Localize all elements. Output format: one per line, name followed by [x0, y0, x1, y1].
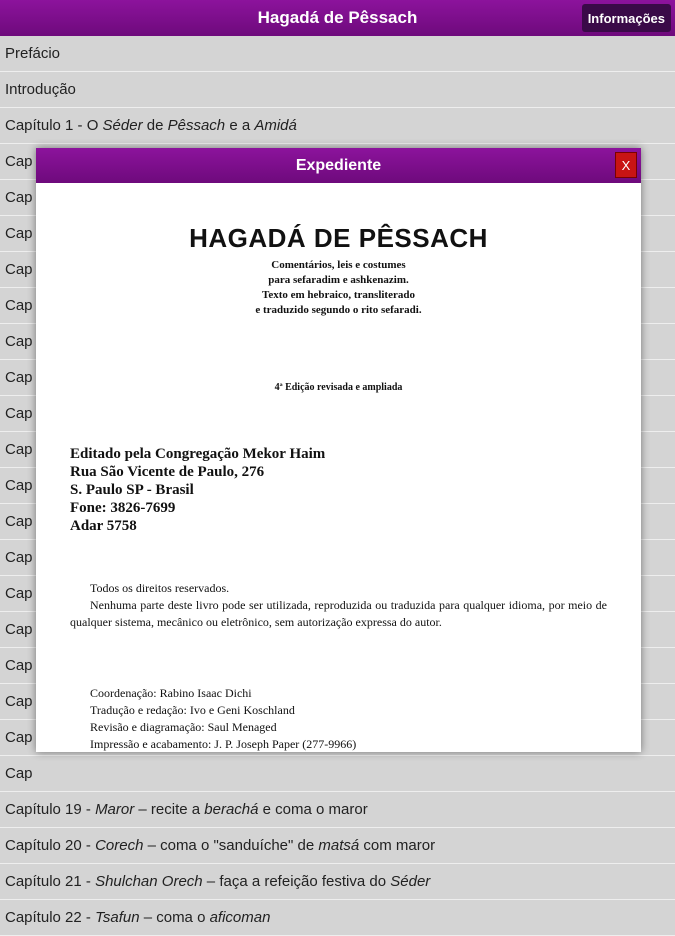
chapter-label-part: e coma o maror [258, 801, 368, 818]
chapter-label-part: Capítulo 21 - [5, 873, 96, 890]
publisher-line: S. Paulo SP - Brasil [70, 482, 194, 498]
chapter-label-part: Cap [5, 153, 33, 170]
chapter-label-part: Cap [5, 225, 33, 242]
chapter-label-part: Cap [5, 549, 33, 566]
chapter-label-part: Séder [390, 873, 431, 890]
rights-line: Todos os direitos reservados. [90, 581, 230, 595]
chapter-label-part: – coma o [139, 909, 210, 926]
chapter-label-part: Cap [5, 693, 33, 710]
chapter-label-part: Cap [5, 441, 33, 458]
credits-block [90, 685, 356, 753]
document-image [36, 183, 641, 752]
chapter-label-part: Cap [5, 621, 33, 638]
chapter-label-part: e a [225, 117, 255, 134]
close-button[interactable]: X [615, 152, 637, 178]
publisher-line: Editado pela Congregação Mekor Haim [70, 446, 326, 462]
chapter-label-part: Cap [5, 405, 33, 422]
chapter-label-part: – recite a [134, 801, 205, 818]
chapter-label-part: Cap [5, 657, 33, 674]
publisher-line: Adar 5758 [70, 518, 137, 534]
credit-line: Impressão e acabamento: J. P. Joseph Paper (277-9966) [90, 737, 357, 751]
chapter-label-part: Cap [5, 585, 33, 602]
chapter-label-part: Capítulo 22 - [5, 909, 96, 926]
chapter-label-part: de [142, 117, 168, 134]
chapter-label-part: Cap [5, 477, 33, 494]
subtitle-line: e traduzido segundo o rito sefaradi. [255, 304, 422, 316]
chapter-label-part: matsá [318, 837, 360, 854]
chapter-label-part: Pêssach [167, 117, 226, 134]
publisher-block [70, 445, 325, 535]
chapter-label-part: Cap [5, 261, 33, 278]
subtitle-line: Texto em hebraico, transliterado [262, 289, 415, 301]
chapter-label-part: Cap [5, 189, 33, 206]
chapter-label-part: Cap [5, 765, 33, 782]
chapter-label-part: aficoman [209, 909, 271, 926]
publisher-line: Fone: 3826-7699 [70, 500, 176, 516]
chapter-label-part: Capítulo 20 - [5, 837, 96, 854]
chapter-label-part: – faça a refeição festiva do [202, 873, 391, 890]
chapter-label-part: Corech [95, 837, 144, 854]
chapter-label-part: Cap [5, 297, 33, 314]
edition-note: 4ª Edição revisada e ampliada [274, 382, 403, 393]
subtitle-line: Comentários, leis e costumes [271, 259, 406, 271]
subtitle-line: para sefaradim e ashkenazim. [268, 274, 409, 286]
chapter-label-part: Séder [102, 117, 143, 134]
chapter-label-part: Tsafun [95, 909, 140, 926]
chapter-label-part: Amidá [254, 117, 297, 134]
expediente-dialog [36, 148, 641, 752]
chapter-label-part: Cap [5, 333, 33, 350]
rights-notice [70, 580, 607, 631]
document-subtitle [36, 258, 641, 318]
chapter-label-part: berachá [204, 801, 259, 818]
chapter-item[interactable] [0, 900, 675, 936]
credit-line: Revisão e diagramação: Saul Menaged [90, 720, 277, 734]
info-button[interactable]: Informações [582, 4, 671, 32]
chapter-label-part: com maror [359, 837, 436, 854]
dialog-title: Expediente [295, 156, 382, 174]
chapter-label-part: Cap [5, 369, 33, 386]
chapter-label-part: Capítulo 19 - [5, 801, 96, 818]
chapter-label-part: Prefácio [5, 45, 61, 62]
chapter-label-part: Shulchan Orech [95, 873, 203, 890]
chapter-label-part: Capítulo 1 - O [5, 117, 103, 134]
document-title: HAGADÁ DE PÊSSACH [189, 223, 488, 253]
chapter-label-part: Cap [5, 513, 33, 530]
credit-line: Tradução e redação: Ivo e Geni Koschland [90, 703, 295, 717]
dialog-header [36, 148, 641, 183]
chapter-label-part: Maror [95, 801, 135, 818]
rights-line: Nenhuma parte deste livro pode ser utilizada, reproduzida ou traduzida para qualquer idioma, por meio de qualquer sistema, mecânico ou eletrônico, sem autorização expressa do autor. [70, 598, 607, 629]
publisher-line: Rua São Vicente de Paulo, 276 [70, 464, 265, 480]
chapter-label-part: Cap [5, 729, 33, 746]
credit-line: Coordenação: Rabino Isaac Dichi [90, 686, 252, 700]
chapter-label-part: Introdução [5, 81, 76, 98]
chapter-label-part: – coma o "sanduíche" de [143, 837, 319, 854]
app-title: Hagadá de Pêssach [257, 8, 418, 27]
